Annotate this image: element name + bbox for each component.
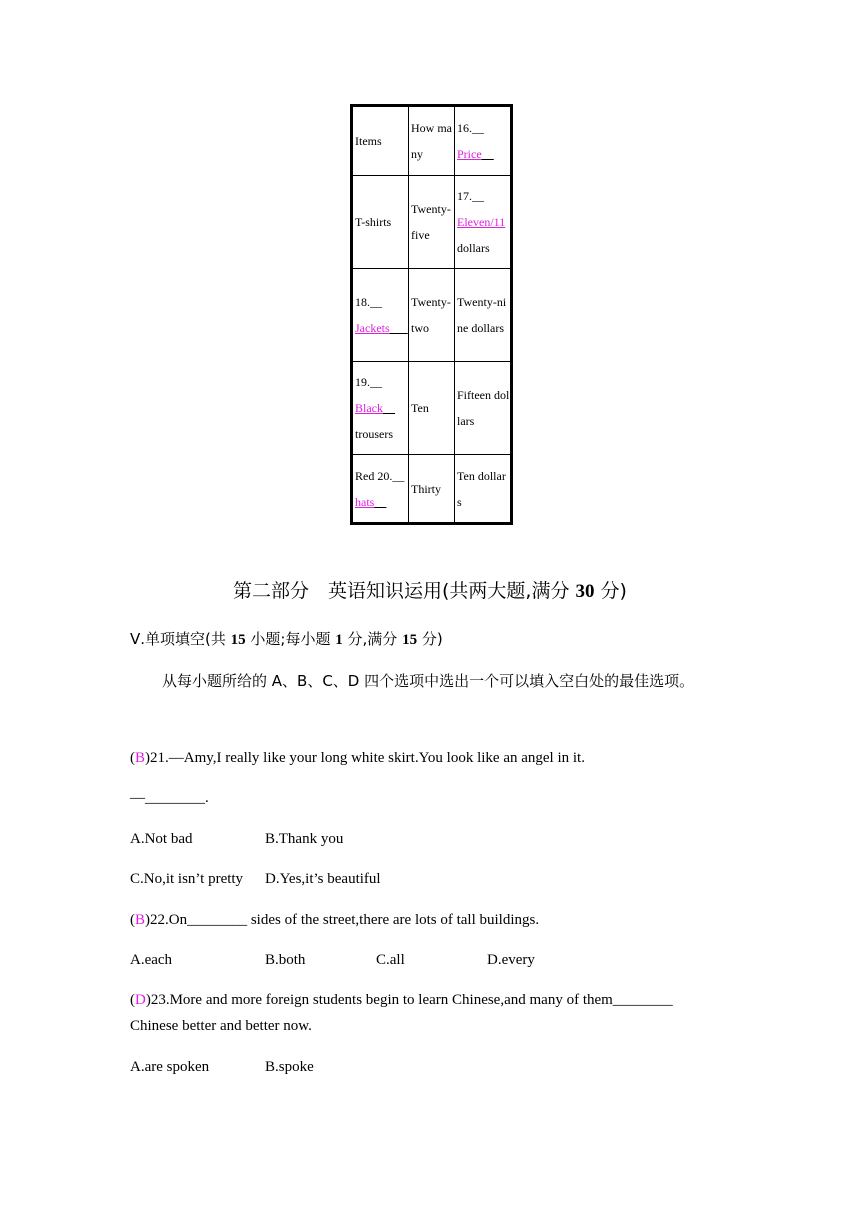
q21-option-b: B.Thank you [265,831,344,847]
instructions: 从每小题所给的 A、B、C、D 四个选项中选出一个可以填入空白处的最佳选项。 [162,672,695,690]
price-trousers: Fifteen dollars [455,362,512,455]
q22-option-c: C.all [376,952,405,968]
section-heading: Ⅴ.单项填空(共 15 小题;每小题 1 分,满分 15 分) [130,630,443,648]
answer-23: D [135,992,146,1008]
answer-17: Eleven/11 [457,215,506,229]
answer-20: hats [355,494,375,509]
q21-option-a: A.Not bad [130,831,193,847]
question-21: (B)21.—Amy,I really like your long white skirt.You look like an angel in it. [130,750,585,766]
price-jackets: Twenty-nine dollars [455,269,512,362]
answer-21: B [135,750,146,766]
answer-19: Black [355,401,383,415]
header-q16: 16.__ Price__ [455,106,512,176]
question-22: (B)22.On________ sides of the street,there are lots of tall buildings. [130,912,540,928]
q21-option-d: D.Yes,it’s beautiful [265,871,381,887]
answer-16: Price [457,147,482,161]
q21-option-c: C.No,it isn’t pretty [130,871,244,887]
q22-option-d: D.every [487,952,535,968]
part-title: 第二部分 英语知识运用(共两大题,满分 30 分) [233,580,627,602]
answer-22: B [135,912,146,928]
answer-18: Jackets [355,321,390,335]
count-tshirts: Twenty-five [409,176,455,269]
price-table [350,104,513,525]
header-how-many: How many [409,106,455,176]
count-trousers: Ten [409,362,455,455]
count-jackets: Twenty-two [409,269,455,362]
question-21-blank: —________. [130,790,209,806]
item-hats: Red 20.__ hats__ [352,455,409,524]
item-jackets: 18.__ Jackets___ [352,269,409,362]
item-trousers: 19.__ Black__ trousers [352,362,409,455]
item-tshirts: T-shirts [352,176,409,269]
header-items: Items [352,106,409,176]
price-hats: Ten dollars [455,455,512,524]
q23-option-b: B.spoke [265,1059,314,1075]
q23-option-a: A.are spoken [130,1059,210,1075]
q22-option-b: B.both [265,952,306,968]
count-hats: Thirty [409,455,455,524]
question-23-line2: Chinese better and better now. [130,1018,312,1034]
q22-option-a: A.each [130,952,173,968]
price-tshirts: 17.__ Eleven/11 dollars [455,176,512,269]
question-23: (D)23.More and more foreign students begin to learn Chinese,and many of them________ [130,992,673,1008]
